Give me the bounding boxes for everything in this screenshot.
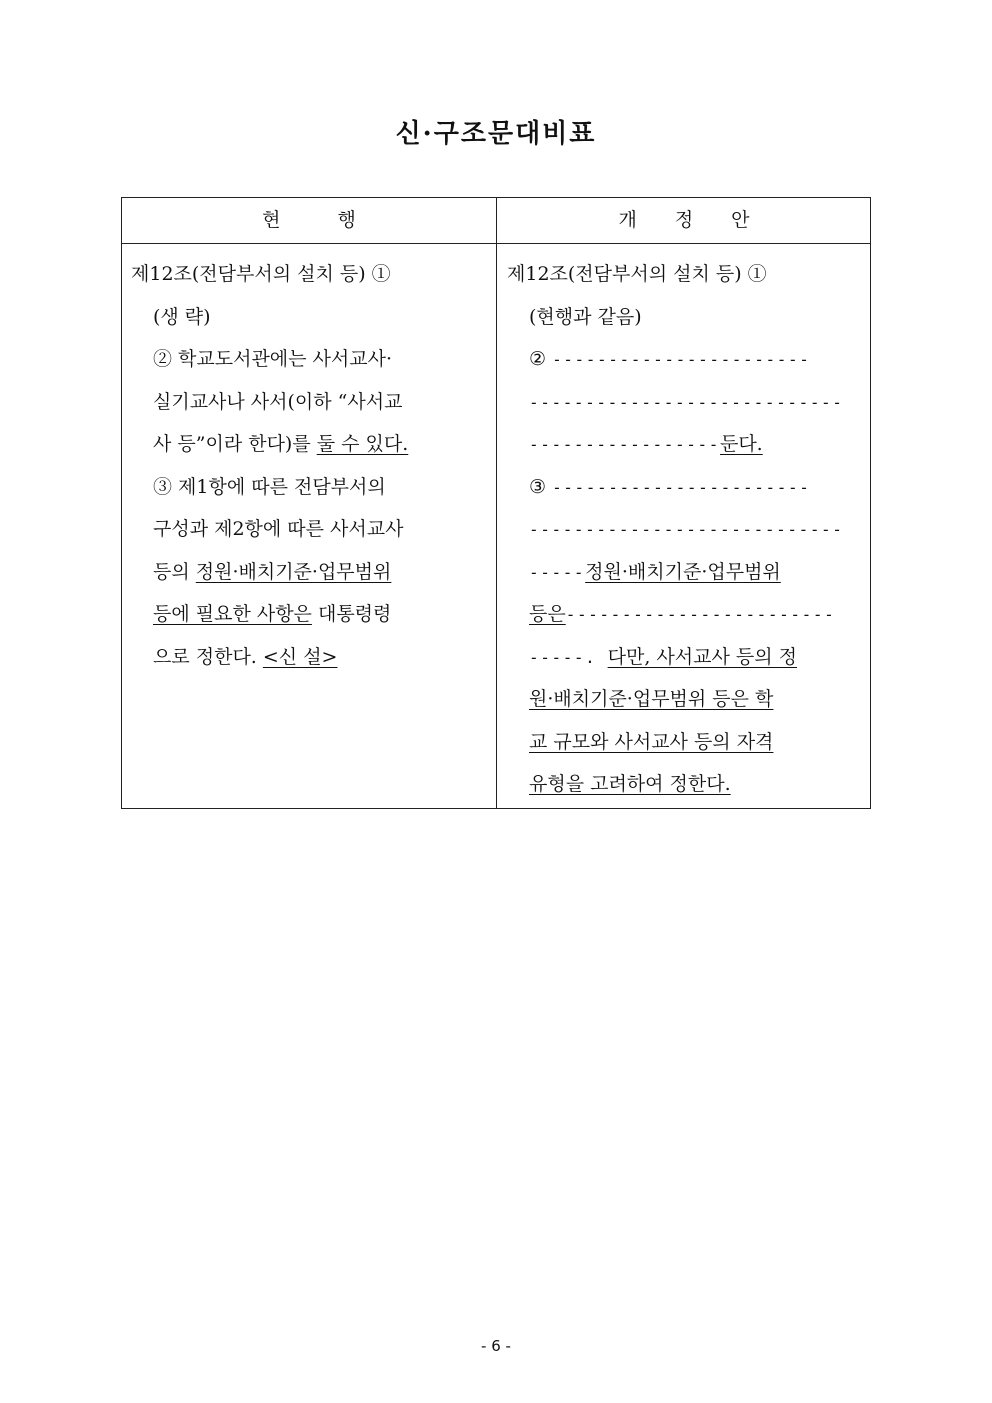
current-line bbox=[131, 593, 487, 636]
current-line bbox=[131, 423, 487, 466]
current-underlined-text: 정원·배치기준·업무범위 bbox=[195, 560, 392, 583]
revised-text: ③ bbox=[529, 475, 553, 498]
current-line: ③ 제1항에 따른 전담부서의 bbox=[153, 475, 386, 498]
current-underlined-text: <신 설> bbox=[262, 645, 338, 668]
revised-line bbox=[507, 721, 863, 764]
current-text-column bbox=[131, 253, 487, 678]
current-line: 구성과 제2항에 따른 사서교사 bbox=[153, 518, 404, 540]
revised-line bbox=[507, 381, 863, 424]
current-underlined-text: 등에 필요한 사항은 bbox=[153, 603, 312, 625]
column-divider bbox=[496, 198, 497, 808]
header-divider bbox=[122, 243, 870, 244]
document-title: 신·구조문대비표 bbox=[395, 119, 597, 149]
revised-underlined-text: 다만, 사서교사 등의 정 bbox=[607, 645, 797, 668]
revised-line bbox=[507, 763, 863, 806]
revised-line bbox=[507, 466, 863, 509]
revised-underlined-text: 정원·배치기준·업무범위 bbox=[585, 560, 781, 583]
current-line bbox=[131, 636, 487, 679]
revised-underlined-text: 교 규모와 사서교사 등의 자격 bbox=[529, 730, 774, 753]
current-line: 실기교사나 사서(이하 “사서교 bbox=[153, 390, 403, 413]
revised-underlined-text: 원·배치기준·업무범위 등은 학 bbox=[529, 688, 774, 710]
header-current bbox=[122, 198, 496, 243]
header-revised bbox=[497, 198, 871, 243]
page-number: - 6 - bbox=[481, 1337, 511, 1355]
current-text: 등의 bbox=[153, 560, 196, 583]
current-text: 으로 정한다. bbox=[153, 645, 263, 668]
current-underlined-text: 둘 수 있다. bbox=[316, 433, 409, 455]
revised-line: 제12조(전담부서의 설치 등) ① bbox=[507, 263, 767, 285]
revised-line bbox=[507, 423, 863, 466]
current-line bbox=[131, 551, 487, 594]
revised-underlined-text: 등은 bbox=[529, 603, 566, 625]
comparison-table bbox=[121, 197, 871, 809]
revised-line bbox=[507, 338, 863, 381]
revised-dash-fill: ---------------------------- bbox=[529, 392, 844, 412]
revised-underlined-text: 둔다. bbox=[719, 433, 763, 455]
revised-underlined-text: 유형을 고려하여 정한다. bbox=[529, 773, 731, 795]
revised-dash-fill: ----- bbox=[529, 562, 586, 582]
revised-dash-fill: ----------------------- bbox=[552, 350, 811, 369]
revised-dash-fill: ---------------------------- bbox=[529, 520, 844, 539]
revised-dash-fill: ------------------------ bbox=[565, 605, 836, 624]
revised-dash-fill: ----------------------- bbox=[552, 477, 811, 497]
revised-line bbox=[507, 551, 863, 594]
header-revised-label: 개 정 안 bbox=[618, 209, 750, 231]
current-line: 제12조(전담부서의 설치 등) ① bbox=[131, 263, 391, 285]
current-line: ② 학교도서관에는 사서교사· bbox=[153, 348, 393, 370]
revised-text: ② bbox=[529, 348, 553, 370]
revised-line bbox=[507, 508, 863, 551]
revised-line: (현행과 같음) bbox=[529, 305, 642, 328]
revised-dash-fill: ----------------- bbox=[529, 435, 720, 454]
header-current-label: 현 행 bbox=[262, 209, 356, 231]
current-text: 사 등”이라 한다)를 bbox=[153, 433, 317, 455]
current-text: 대통령령 bbox=[311, 603, 392, 625]
revised-line bbox=[507, 593, 863, 636]
revised-line bbox=[507, 636, 863, 679]
current-line: (생 략) bbox=[153, 305, 211, 328]
revised-line bbox=[507, 678, 863, 721]
revised-text-column bbox=[507, 253, 863, 806]
revised-dash-fill: -----. bbox=[529, 647, 608, 667]
